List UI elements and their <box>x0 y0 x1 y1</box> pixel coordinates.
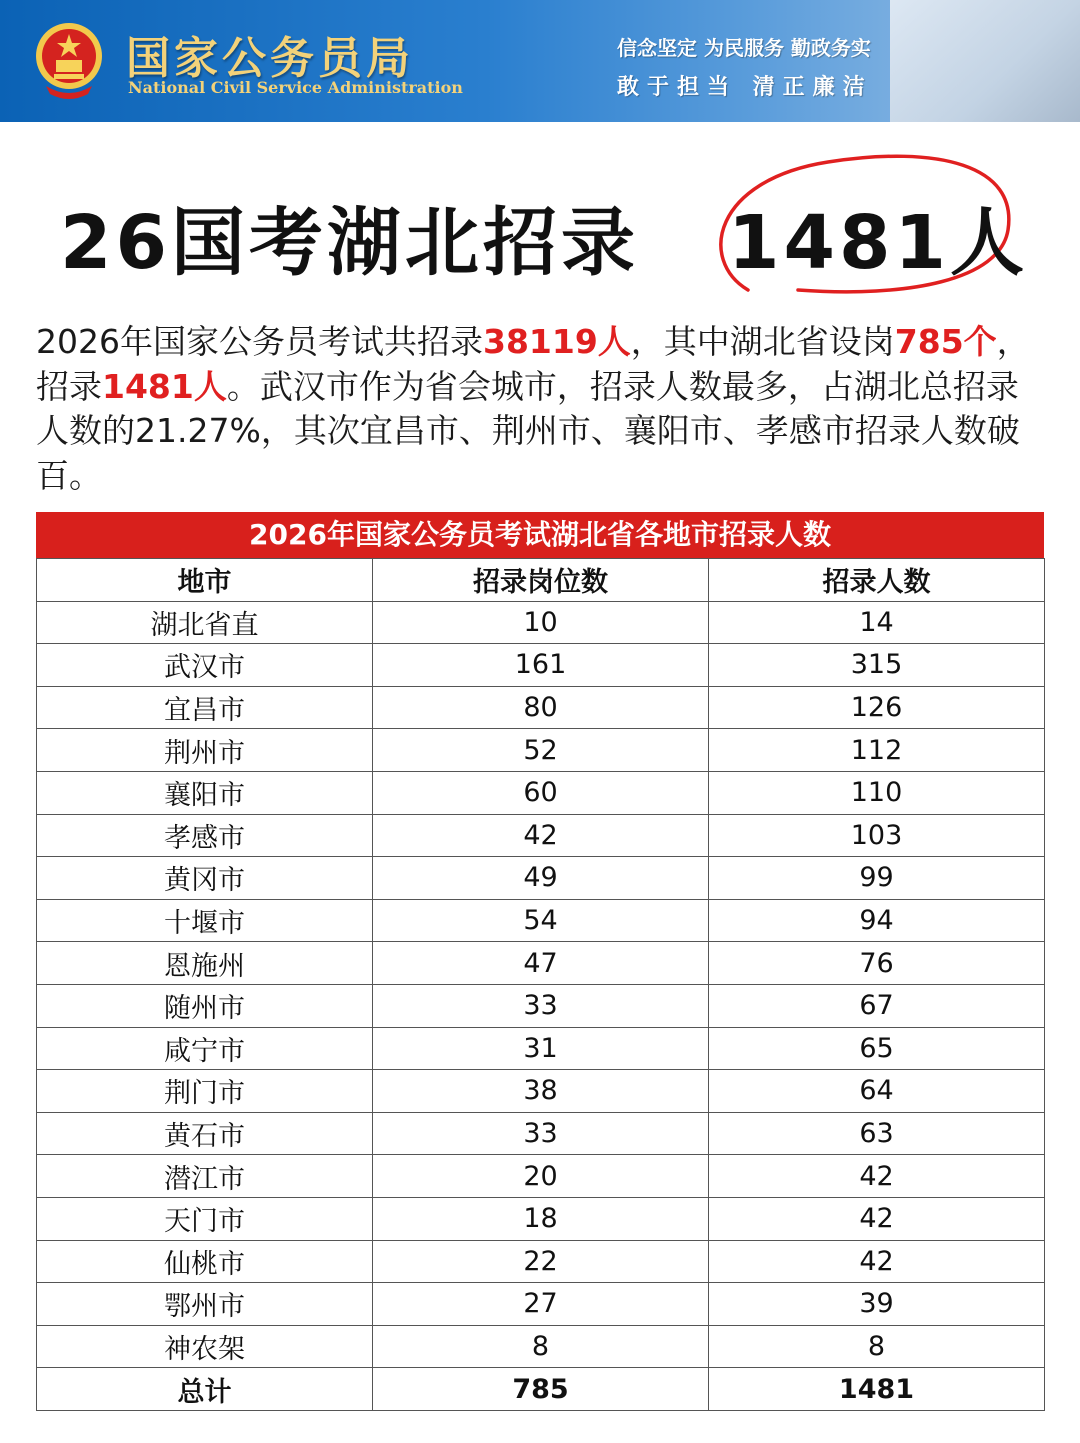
hires-cell: 8 <box>709 1325 1045 1368</box>
posts-cell: 31 <box>373 1027 709 1070</box>
table-row <box>37 1112 1045 1155</box>
city-cell: 天门市 <box>37 1197 373 1240</box>
city-cell: 咸宁市 <box>37 1027 373 1070</box>
table-row <box>37 1283 1045 1326</box>
posts-cell: 161 <box>373 644 709 687</box>
table-row <box>37 1070 1045 1113</box>
table-row <box>37 1325 1045 1368</box>
posts-cell: 8 <box>373 1325 709 1368</box>
table-header-row <box>37 559 1045 602</box>
hires-cell: 110 <box>709 771 1045 814</box>
hires-cell: 14 <box>709 601 1045 644</box>
posts-cell: 20 <box>373 1155 709 1198</box>
table-row <box>37 1027 1045 1070</box>
table-row <box>37 984 1045 1027</box>
hires-cell: 1481 <box>709 1368 1045 1411</box>
hires-cell: 63 <box>709 1112 1045 1155</box>
intro-hubei-posts: 785个 <box>894 322 997 361</box>
table-row <box>37 601 1045 644</box>
table-row <box>37 771 1045 814</box>
intro-paragraph <box>36 320 1046 498</box>
table-row <box>37 644 1045 687</box>
hires-cell: 65 <box>709 1027 1045 1070</box>
slogan-line-1: 信念坚定 为民服务 勤政务实 <box>617 36 871 60</box>
column-header: 地市 <box>37 559 373 602</box>
hires-cell: 67 <box>709 984 1045 1027</box>
posts-cell: 785 <box>373 1368 709 1411</box>
table-row <box>37 1197 1045 1240</box>
hires-cell: 126 <box>709 686 1045 729</box>
city-cell: 黄冈市 <box>37 857 373 900</box>
city-cell: 恩施州 <box>37 942 373 985</box>
city-cell: 孝感市 <box>37 814 373 857</box>
posts-cell: 42 <box>373 814 709 857</box>
intro-text-4: 。武汉市作为省会城市，招录人数最多，占湖北总招录人数的21.27%，其次宜昌市、荆州市、襄阳市、孝感市招录人数破百。 <box>36 366 1020 495</box>
city-cell: 鄂州市 <box>37 1283 373 1326</box>
posts-cell: 47 <box>373 942 709 985</box>
city-cell: 宜昌市 <box>37 686 373 729</box>
posts-cell: 49 <box>373 857 709 900</box>
posts-cell: 33 <box>373 1112 709 1155</box>
table-row <box>37 857 1045 900</box>
city-cell: 神农架 <box>37 1325 373 1368</box>
city-cell: 黄石市 <box>37 1112 373 1155</box>
headline-highlight: 1481人 <box>728 200 1028 286</box>
column-header: 招录岗位数 <box>373 559 709 602</box>
posts-cell: 52 <box>373 729 709 772</box>
table-row <box>37 899 1045 942</box>
intro-total-national: 38119人 <box>482 322 631 361</box>
hires-cell: 42 <box>709 1240 1045 1283</box>
city-cell: 荆门市 <box>37 1070 373 1113</box>
table-title: 2026年国家公务员考试湖北省各地市招录人数 <box>36 512 1044 558</box>
headline-prefix: 26国考湖北招录 <box>60 200 639 286</box>
table-row <box>37 1240 1045 1283</box>
hires-cell: 76 <box>709 942 1045 985</box>
column-header: 招录人数 <box>709 559 1045 602</box>
hires-cell: 103 <box>709 814 1045 857</box>
hires-cell: 39 <box>709 1283 1045 1326</box>
hires-cell: 315 <box>709 644 1045 687</box>
intro-text-2: ，其中湖北省设岗 <box>630 322 895 361</box>
table-row <box>37 814 1045 857</box>
table-row <box>37 729 1045 772</box>
hires-cell: 94 <box>709 899 1045 942</box>
hires-cell: 64 <box>709 1070 1045 1113</box>
hires-cell: 42 <box>709 1155 1045 1198</box>
intro-text-1: 2026年国家公务员考试共招录 <box>36 322 483 361</box>
intro-hubei-hires: 1481人 <box>102 366 227 406</box>
city-cell: 湖北省直 <box>37 601 373 644</box>
national-emblem-icon <box>34 20 104 100</box>
city-cell: 荆州市 <box>37 729 373 772</box>
city-cell: 总计 <box>37 1368 373 1411</box>
header-banner <box>0 0 1080 122</box>
city-cell: 仙桃市 <box>37 1240 373 1283</box>
posts-cell: 80 <box>373 686 709 729</box>
hires-cell: 42 <box>709 1197 1045 1240</box>
posts-cell: 38 <box>373 1070 709 1113</box>
table-row <box>37 1155 1045 1198</box>
admin-english-title: National Civil Service Administration <box>128 78 463 97</box>
admin-title: 国家公务员局 <box>126 33 414 84</box>
hires-cell: 99 <box>709 857 1045 900</box>
posts-cell: 18 <box>373 1197 709 1240</box>
posts-cell: 22 <box>373 1240 709 1283</box>
intro-text-3: ，招录 <box>36 322 1030 406</box>
city-cell: 潜江市 <box>37 1155 373 1198</box>
city-cell: 武汉市 <box>37 644 373 687</box>
table-total-row <box>37 1368 1045 1411</box>
table-row <box>37 942 1045 985</box>
city-cell: 十堰市 <box>37 899 373 942</box>
table-row <box>37 686 1045 729</box>
posts-cell: 27 <box>373 1283 709 1326</box>
recruitment-table <box>36 558 1045 1411</box>
slogan-line-2: 敢于担当 清正廉洁 <box>617 75 873 100</box>
city-cell: 随州市 <box>37 984 373 1027</box>
posts-cell: 33 <box>373 984 709 1027</box>
posts-cell: 54 <box>373 899 709 942</box>
hires-cell: 112 <box>709 729 1045 772</box>
headline <box>0 184 1080 286</box>
pen-hand-image <box>890 0 1080 122</box>
posts-cell: 10 <box>373 601 709 644</box>
posts-cell: 60 <box>373 771 709 814</box>
city-cell: 襄阳市 <box>37 771 373 814</box>
